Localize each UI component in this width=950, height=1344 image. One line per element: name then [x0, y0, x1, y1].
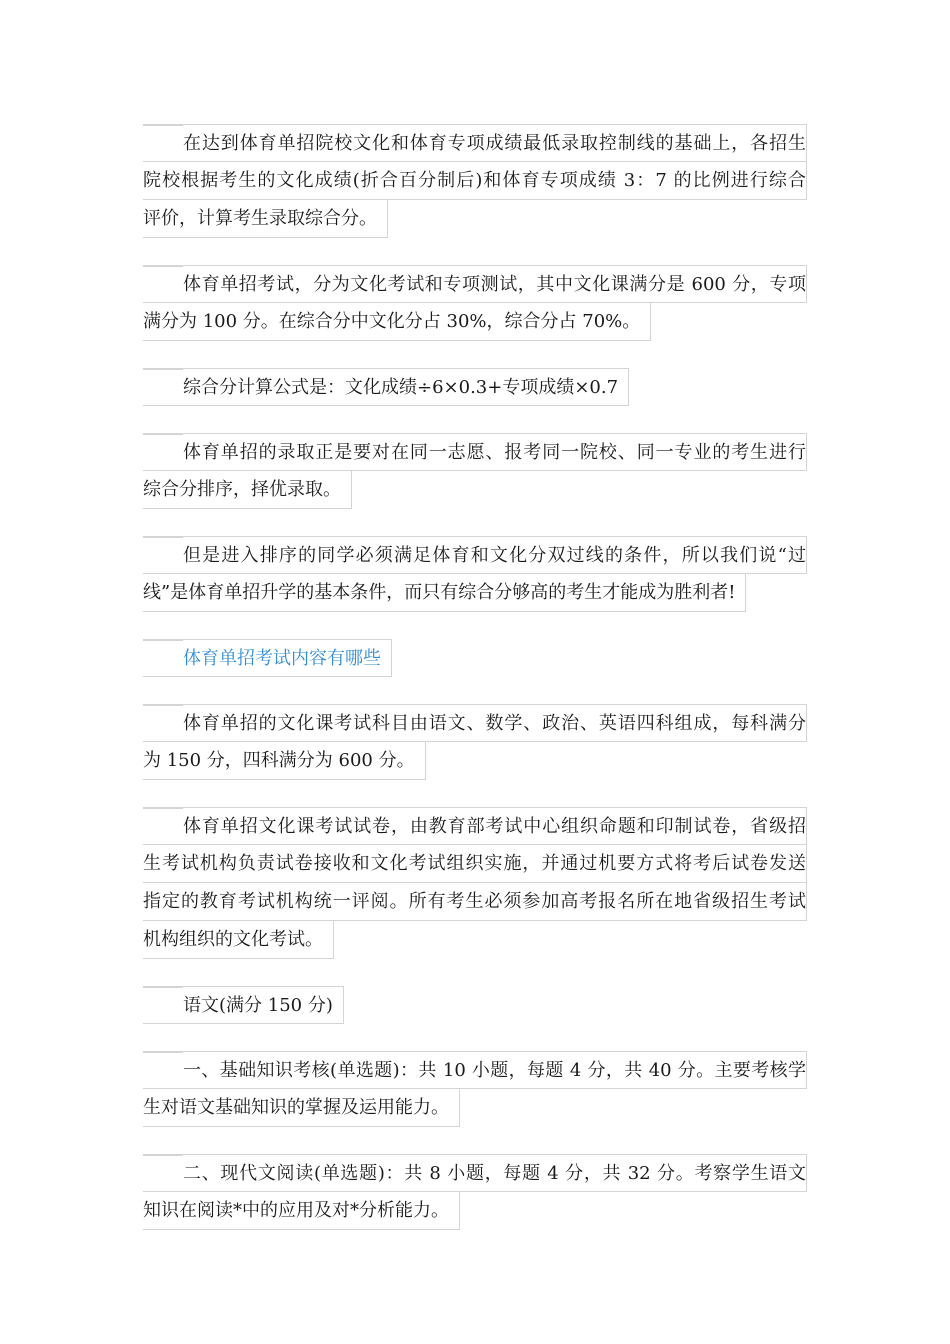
text-line: 体育单招的文化课考试科目由语文、数学、政治、英语四科组成，每科满分: [143, 704, 807, 742]
paragraph-subjects: [143, 704, 807, 784]
section-heading-link[interactable]: 体育单招考试内容有哪些: [143, 639, 392, 677]
text-line: 体育单招考试，分为文化考试和专项测试，其中文化课满分是 600 分，专项: [143, 265, 807, 303]
text-line: 满分为 100 分。在综合分中文化分占 30%，综合分占 70%。: [143, 303, 651, 341]
text-line: 生对语文基础知识的掌握及运用能力。: [143, 1089, 460, 1127]
text-line: 二、现代文阅读(单选题)：共 8 小题，每题 4 分，共 32 分。考察学生语文: [143, 1154, 807, 1192]
text-line: 一、基础知识考核(单选题)：共 10 小题，每题 4 分，共 40 分。主要考核学: [143, 1051, 807, 1089]
text-line: 院校根据考生的文化成绩(折合百分制后)和体育专项成绩 3：7 的比例进行综合: [143, 162, 807, 200]
text-line: 在达到体育单招院校文化和体育专项成绩最低录取控制线的基础上，各招生: [143, 124, 807, 162]
text-line: 机构组织的文化考试。: [143, 921, 334, 959]
text-line: 体育单招文化课考试试卷，由教育部考试中心组织命题和印制试卷，省级招: [143, 807, 807, 845]
text-line: 综合分计算公式是：文化成绩÷6×0.3+专项成绩×0.7: [143, 368, 629, 406]
text-line: 评价，计算考生录取综合分。: [143, 200, 388, 238]
section-heading: [143, 639, 807, 681]
document-page: [143, 124, 807, 1257]
paragraph-chinese-title: [143, 986, 807, 1028]
paragraph-ranking: [143, 433, 807, 513]
paragraph-exam-scores: [143, 265, 807, 345]
paragraph-formula: [143, 368, 807, 410]
text-line: 线”是体育单招升学的基本条件，而只有综合分够高的考生才能成为胜利者!: [143, 574, 746, 612]
paragraph-exam-papers: [143, 807, 807, 963]
text-line: 生考试机构负责试卷接收和文化考试组织实施，并通过机要方式将考后试卷发送: [143, 845, 807, 883]
text-line: 指定的教育考试机构统一评阅。所有考生必须参加高考报名所在地省级招生考试: [143, 883, 807, 921]
text-line: 语文(满分 150 分): [143, 986, 344, 1024]
paragraph-modern-reading: [143, 1154, 807, 1234]
paragraph-basic-knowledge: [143, 1051, 807, 1131]
text-line: 体育单招的录取正是要对在同一志愿、报考同一院校、同一专业的考生进行: [143, 433, 807, 471]
paragraph-double-pass: [143, 536, 807, 616]
paragraph-admission-threshold: [143, 124, 807, 242]
text-line: 综合分排序，择优录取。: [143, 471, 352, 509]
text-line: 知识在阅读*中的应用及对*分析能力。: [143, 1192, 460, 1230]
text-line: 但是进入排序的同学必须满足体育和文化分双过线的条件，所以我们说“过: [143, 536, 807, 574]
text-line: 为 150 分，四科满分为 600 分。: [143, 742, 426, 780]
